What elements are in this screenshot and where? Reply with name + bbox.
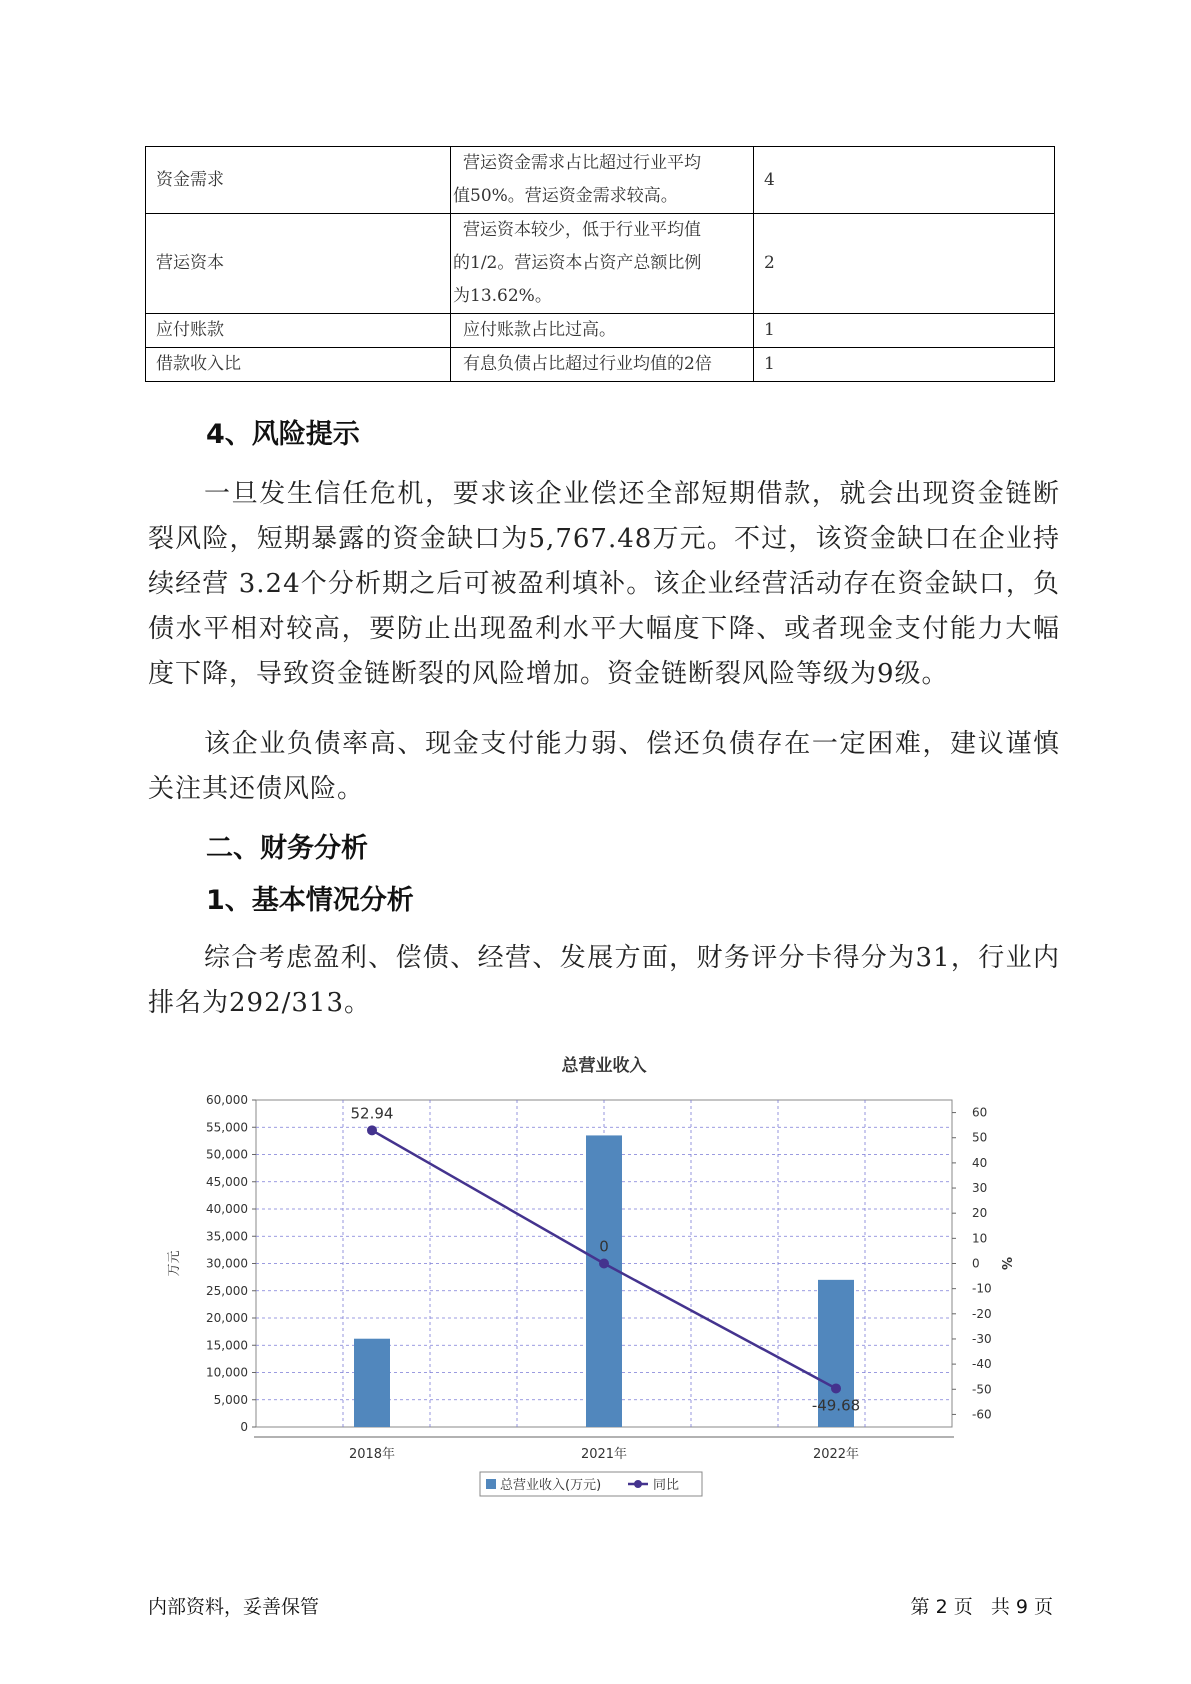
y-tick-label: 55,000 bbox=[206, 1120, 248, 1135]
y-tick-label: 40,000 bbox=[206, 1202, 248, 1216]
chart-title: 总营业收入 bbox=[561, 1056, 647, 1076]
y2-tick-label: -20 bbox=[972, 1306, 992, 1321]
description-line: 有息负债占比超过行业均值的2倍 bbox=[463, 354, 712, 374]
footer-page-number: 第 2 页 共 9 页 bbox=[910, 1596, 1053, 1618]
y2-tick-label: 30 bbox=[972, 1181, 988, 1196]
data-label-yoy: 52.94 bbox=[350, 1104, 394, 1123]
y-tick-label: 15,000 bbox=[206, 1338, 248, 1353]
revenue-chart bbox=[150, 1050, 1030, 1520]
legend-swatch-yoy-dot bbox=[634, 1480, 642, 1488]
y2-tick-label: -10 bbox=[972, 1281, 992, 1296]
y2-tick-label: -50 bbox=[972, 1382, 992, 1397]
risk-factor-table bbox=[145, 146, 1055, 382]
risk-item-score: 2 bbox=[754, 214, 1055, 314]
point-yoy bbox=[367, 1125, 377, 1135]
legend-label-revenue: 总营业收入(万元) bbox=[500, 1478, 602, 1493]
y2-tick-label: -40 bbox=[972, 1357, 992, 1372]
risk-item-name: 应付账款 bbox=[146, 314, 451, 348]
description-line: 应付账款占比过高。 bbox=[463, 320, 616, 340]
table-row bbox=[146, 348, 1055, 382]
y-axis-label: 万元 bbox=[167, 1250, 182, 1277]
risk-item-description bbox=[451, 214, 754, 314]
x-tick-label: 2018年 bbox=[348, 1447, 396, 1462]
y2-tick-label: 60 bbox=[972, 1105, 988, 1120]
risk-item-name: 营运资本 bbox=[146, 214, 451, 314]
y2-tick-label: 40 bbox=[972, 1155, 988, 1170]
description-line: 营运资本较少，低于行业平均值 bbox=[463, 220, 701, 240]
risk-item-score: 4 bbox=[754, 147, 1055, 214]
risk-heading: 4、风险提示 bbox=[206, 419, 360, 450]
legend-label-yoy: 同比 bbox=[653, 1478, 680, 1493]
y-tick-label: 10,000 bbox=[206, 1365, 248, 1380]
risk-item-description bbox=[451, 147, 754, 214]
y-tick-label: 50,000 bbox=[206, 1147, 248, 1162]
risk-item-name: 借款收入比 bbox=[146, 348, 451, 382]
table-row bbox=[146, 314, 1055, 348]
data-label-yoy: -49.68 bbox=[811, 1396, 861, 1415]
risk-item-score: 1 bbox=[754, 348, 1055, 382]
y-tick-label: 20,000 bbox=[206, 1311, 248, 1325]
y2-tick-label: 20 bbox=[972, 1206, 988, 1221]
y2-tick-label: 10 bbox=[972, 1231, 988, 1246]
footer-confidential-note: 内部资料，妥善保管 bbox=[148, 1596, 320, 1618]
y2-axis-label: % bbox=[998, 1256, 1013, 1271]
y2-tick-label: -30 bbox=[972, 1331, 992, 1346]
y-tick-label: 60,000 bbox=[206, 1093, 248, 1107]
y-tick-label: 25,000 bbox=[206, 1283, 248, 1298]
bar-revenue bbox=[354, 1339, 390, 1427]
table-row bbox=[146, 147, 1055, 214]
y-tick-label: 0 bbox=[240, 1420, 248, 1434]
basic-analysis-heading: 1、基本情况分析 bbox=[206, 885, 414, 916]
point-yoy bbox=[599, 1259, 609, 1269]
risk-paragraph-1: 一旦发生信任危机，要求该企业偿还全部短期借款，就会出现资金链断裂风险，短期暴露的资金缺口为5,767.48万元。不过，该资金缺口在企业持续经营 3.24个分析期之后可被盈利填补。该企业经营活动存在资金缺口，负债水平相对较高，要防止出现盈利水平大幅度下降、或者现金支付能力大幅度下降，导致资金链断裂的风险增加。资金链断裂风险等级为9级。 bbox=[148, 479, 1060, 689]
data-label-yoy: 0 bbox=[599, 1237, 609, 1256]
point-yoy bbox=[831, 1383, 841, 1393]
finance-analysis-heading: 二、财务分析 bbox=[206, 833, 368, 864]
description-line: 营运资金需求占比超过行业平均 bbox=[463, 153, 701, 173]
y-tick-label: 5,000 bbox=[213, 1392, 248, 1407]
basic-analysis-paragraph: 综合考虑盈利、偿债、经营、发展方面，财务评分卡得分为31，行业内排名为292/313。 bbox=[148, 943, 1060, 1018]
description-line: 值50%。营运资金需求较高。 bbox=[453, 186, 678, 206]
risk-item-score: 1 bbox=[754, 314, 1055, 348]
y2-tick-label: -60 bbox=[972, 1407, 992, 1422]
y-tick-label: 30,000 bbox=[206, 1256, 248, 1271]
risk-paragraph-2: 该企业负债率高、现金支付能力弱、偿还负债存在一定困难，建议谨慎关注其还债风险。 bbox=[148, 729, 1060, 804]
description-line: 为13.62%。 bbox=[453, 286, 552, 306]
y-tick-label: 45,000 bbox=[206, 1174, 248, 1189]
y-tick-label: 35,000 bbox=[206, 1229, 248, 1244]
risk-item-description bbox=[451, 314, 754, 348]
risk-item-name: 资金需求 bbox=[146, 147, 451, 214]
x-tick-label: 2022年 bbox=[812, 1447, 860, 1462]
y2-tick-label: 50 bbox=[972, 1130, 988, 1145]
bar-revenue bbox=[586, 1135, 622, 1427]
x-tick-label: 2021年 bbox=[580, 1447, 628, 1462]
description-line: 的1/2。营运资本占资产总额比例 bbox=[453, 253, 702, 273]
y2-tick-label: 0 bbox=[972, 1256, 980, 1271]
risk-item-description bbox=[451, 348, 754, 382]
table-row bbox=[146, 214, 1055, 314]
legend-swatch-revenue bbox=[486, 1479, 496, 1489]
